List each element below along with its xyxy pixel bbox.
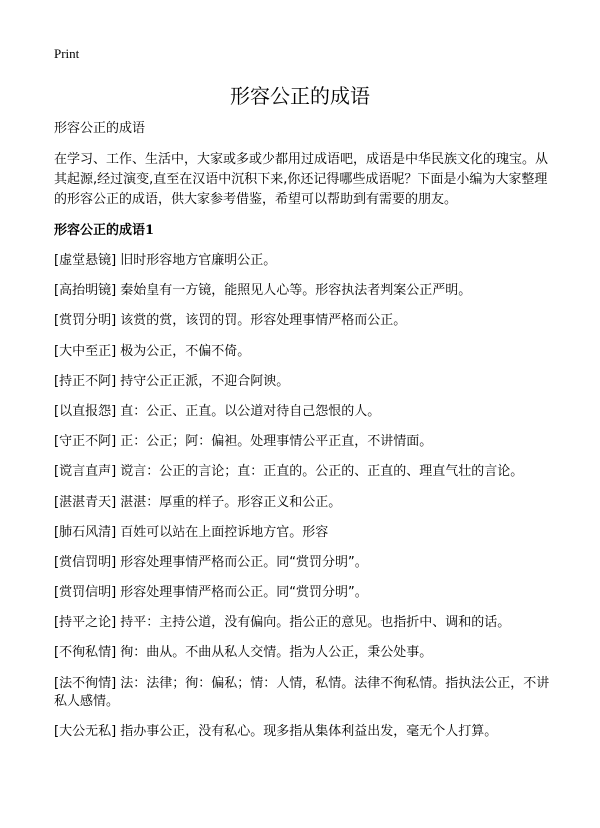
idiom-entry: [持正不阿] 持守公正正派，不迎合阿谀。 xyxy=(54,373,290,389)
idiom-entry: [守正不阿] 正：公正；阿：偏袒。处理事情公平正直，不讲情面。 xyxy=(54,434,433,450)
intro-paragraph: 在学习、工作、生活中，大家或多或少都用过成语吧，成语是中华民族文化的瑰宝。从其起源,经过演变,直至在汉语中沉积下来,你还记得哪些成语呢？下面是小编为大家整理的形容公正的成语，供大家参考借鉴，希望可以帮助到有需要的朋友。 xyxy=(54,152,549,207)
section-heading: 形容公正的成语1 xyxy=(54,223,155,238)
idiom-entry: [赏罚信明] 形容处理事情严格而公正。同“赏罚分明”。 xyxy=(54,585,368,601)
idiom-entry: [高抬明镜] 秦始皇有一方镜，能照见人心等。形容执法者判案公正严明。 xyxy=(54,283,472,299)
idiom-entry: [法不徇情] 法：法律；徇：偏私；情：人情，私情。法律不徇私情。指执法公正，不讲私人感情。 xyxy=(54,675,550,709)
idiom-entry: [持平之论] 持平：主持公道，没有偏向。指公正的意见。也指折中、调和的话。 xyxy=(54,615,511,631)
article-subtitle: 形容公正的成语 xyxy=(54,121,146,136)
idiom-entry: [赏信罚明] 形容处理事情严格而公正。同“赏罚分明”。 xyxy=(54,554,368,570)
idiom-entry: [肺石风清] 百姓可以站在上面控诉地方官。形容 xyxy=(54,524,329,540)
idiom-entry: [虚堂悬镜] 旧时形容地方官廉明公正。 xyxy=(54,253,277,268)
idiom-entry: [以直报怨] 直：公正、正直。以公道对待自己怨恨的人。 xyxy=(54,403,381,419)
idiom-entry: [大中至正] 极为公正，不偏不倚。 xyxy=(54,343,251,359)
idiom-entry: [大公无私] 指办事公正，没有私心。现多指从集体利益出发，毫无个人打算。 xyxy=(54,723,498,739)
idiom-entry: [不徇私情] 徇：曲从。不曲从私人交情。指为人公正，秉公处事。 xyxy=(54,645,433,661)
print-link[interactable]: Print xyxy=(54,46,80,61)
article-body xyxy=(54,120,554,753)
idiom-entry: [赏罚分明] 该赏的赏，该罚的罚。形容处理事情严格而公正。 xyxy=(54,313,407,329)
idiom-entry: [湛湛青天] 湛湛：厚重的样子。形容正义和公正。 xyxy=(54,494,342,510)
idiom-entry: [谠言直声] 谠言：公正的言论；直：正直的。公正的、正直的、理直气壮的言论。 xyxy=(54,464,524,480)
page-title: 形容公正的成语 xyxy=(230,84,370,108)
